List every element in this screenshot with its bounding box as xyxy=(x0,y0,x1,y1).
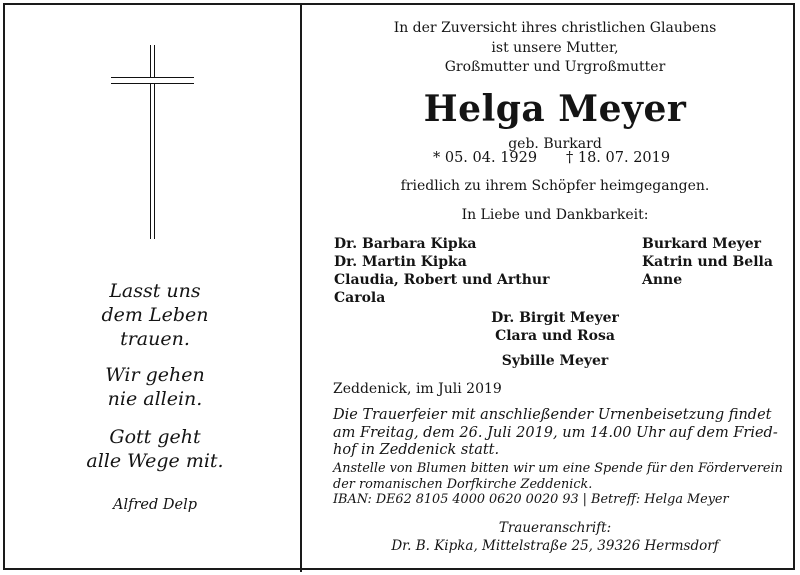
poem-author: Alfred Delp xyxy=(112,497,197,513)
funeral-line: hof in Zeddenick statt. xyxy=(333,442,500,458)
mourner: Burkard Meyer xyxy=(642,236,762,252)
mourner: Dr. Martin Kipka xyxy=(334,254,467,270)
poem-stanza-2 xyxy=(60,363,250,411)
mourner: Dr. Barbara Kipka xyxy=(334,236,477,252)
poem-line: nie allein. xyxy=(107,388,203,410)
funeral-line: am Freitag, dem 26. Juli 2019, um 14.00 Uhr auf dem Fried- xyxy=(333,424,778,441)
mourner: Sybille Meyer xyxy=(501,353,609,369)
intro-line: Großmutter und Urgroßmutter xyxy=(444,59,666,75)
donation-line: der romanischen Dorfkirche Zeddenick. xyxy=(333,476,593,492)
mourner: Claudia, Robert und Arthur xyxy=(334,272,550,288)
mourner: Carola xyxy=(334,290,386,306)
poem-line: Wir gehen xyxy=(105,364,205,386)
maiden-name: geb. Burkard xyxy=(508,136,602,152)
poem-line: Lasst uns xyxy=(109,280,201,302)
intro-line: ist unsere Mutter, xyxy=(491,39,619,56)
mourner: Dr. Birgit Meyer xyxy=(491,310,619,326)
mourners-left xyxy=(334,235,549,307)
poem-stanza-1 xyxy=(60,279,250,351)
donation-line: IBAN: DE62 8105 4000 0620 0020 93 | Betreff: Helga Meyer xyxy=(333,492,729,507)
column-divider xyxy=(300,3,302,572)
death-date: † 18. 07. 2019 xyxy=(566,150,671,166)
place-date: Zeddenick, im Juli 2019 xyxy=(333,381,502,397)
mourner: Anne xyxy=(642,272,683,288)
deceased-name: Helga Meyer xyxy=(423,88,687,130)
address-text: Dr. B. Kipka, Mittelstraße 25, 39326 Hermsdorf xyxy=(391,538,719,554)
love-text: In Liebe und Dankbarkeit: xyxy=(461,207,649,223)
poem-line: dem Leben xyxy=(101,304,209,326)
poem-line: Gott geht xyxy=(109,426,201,448)
funeral-info xyxy=(333,407,783,460)
address-block xyxy=(330,519,780,555)
donation-info xyxy=(333,461,788,508)
mourners-center xyxy=(330,309,780,345)
poem-line: alle Wege mit. xyxy=(86,450,224,472)
donation-line: Anstelle von Blumen bitten wir um eine Spende für den Förderverein xyxy=(333,461,783,476)
birth-date: * 05. 04. 1929 xyxy=(433,150,538,166)
address-label: Traueranschrift: xyxy=(498,520,612,536)
mourner: Clara und Rosa xyxy=(495,328,615,344)
funeral-line: Die Trauerfeier mit anschließender Urnenbeisetzung findet xyxy=(333,407,772,423)
poem-stanza-3 xyxy=(60,425,250,473)
intro-line: In der Zuversicht ihres christlichen Glaubens xyxy=(393,20,717,36)
mourners-right xyxy=(642,235,773,289)
intro-text xyxy=(330,19,780,78)
poem-line: trauen. xyxy=(120,328,190,350)
passed-text: friedlich zu ihrem Schöpfer heimgegangen. xyxy=(400,178,710,194)
mourner: Katrin und Bella xyxy=(642,254,773,270)
